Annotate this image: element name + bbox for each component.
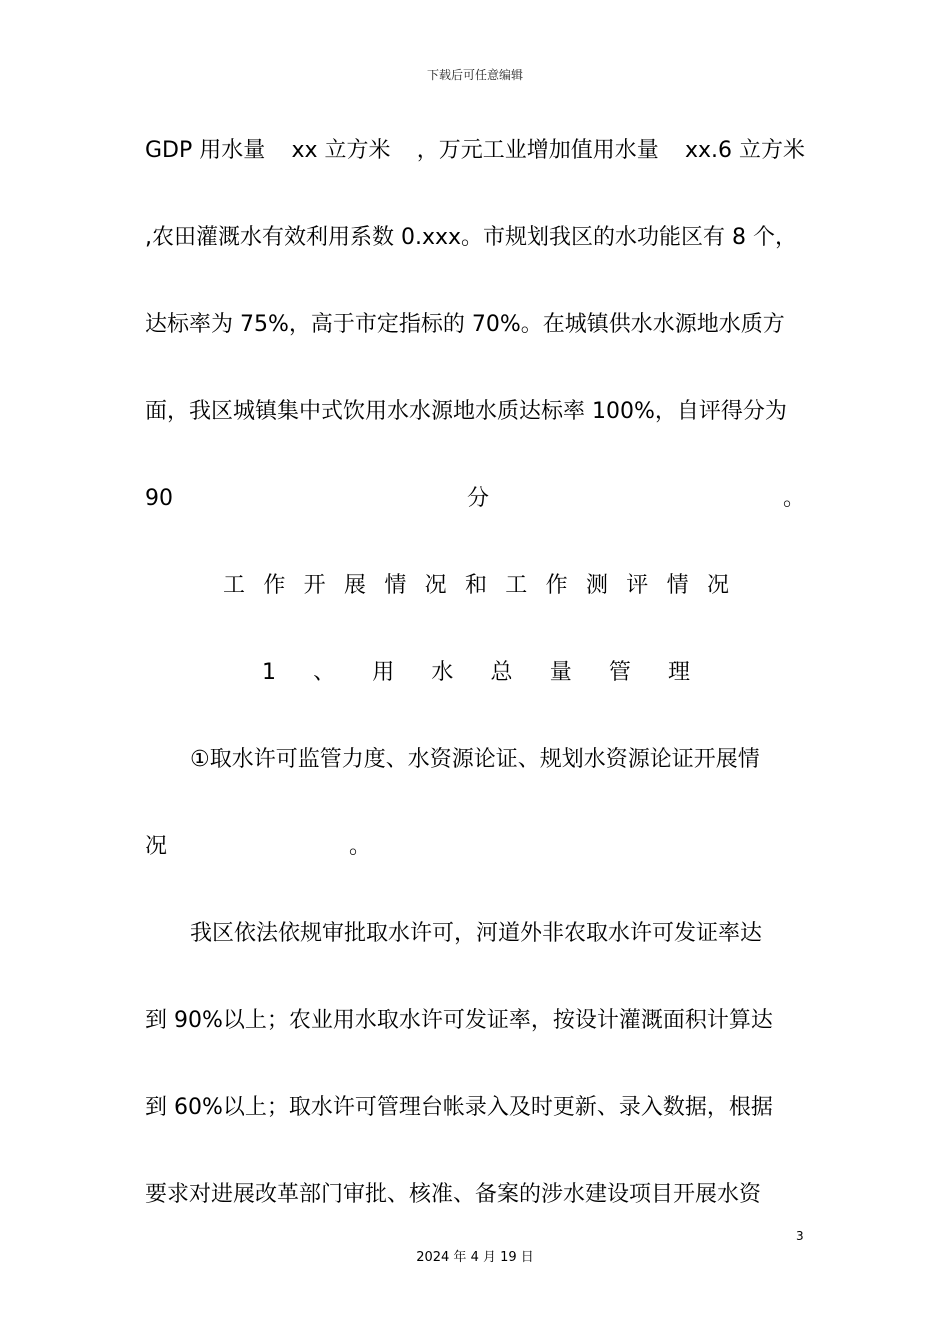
body-line-6: ①取水许可监管力度、水资源论证、规划水资源论证开展情 — [190, 747, 760, 772]
text-segment: GDP 用水量 — [145, 138, 266, 163]
body-line-2: ,农田灌溉水有效利用系数 0.xxx。市规划我区的水功能区有 8 个， — [145, 225, 798, 250]
body-line-8: 我区依法依规审批取水许可，河道外非农取水许可发证率达 — [190, 921, 763, 946]
text-segment: 分 — [466, 486, 489, 511]
body-line-1 — [145, 134, 805, 168]
page-header: 下载后可任意编辑 — [426, 68, 523, 82]
body-line-10: 到 60%以上；取水许可管理台帐录入及时更新、录入数据，根据 — [145, 1095, 773, 1120]
subsection-heading: 1 、 用 水 总 量 管 理 — [262, 660, 690, 685]
section-heading: 工 作 开 展 情 况 和 工 作 测 评 情 况 — [223, 573, 729, 598]
text-segment: xx.6 立方米 — [684, 138, 805, 163]
text-segment: xx 立方米 — [291, 138, 391, 163]
body-line-5 — [145, 482, 805, 516]
body-line-3: 达标率为 75%，高于市定指标的 70%。在城镇供水水源地水质方 — [145, 312, 785, 337]
body-line-7 — [145, 830, 371, 864]
page-number: 3 — [796, 1229, 804, 1243]
text-segment: ，万元工业增加值用水量 — [416, 138, 659, 163]
body-line-11: 要求对进展改革部门审批、核准、备案的涉水建设项目开展水资 — [145, 1182, 762, 1207]
body-line-4: 面，我区城镇集中式饮用水水源地水质达标率 100%，自评得分为 — [145, 399, 787, 424]
text-segment: 。 — [782, 486, 805, 511]
text-segment: 90 — [145, 486, 173, 511]
text-segment: 。 — [348, 834, 371, 859]
body-line-9: 到 90%以上；农业用水取水许可发证率，按设计灌溉面积计算达 — [145, 1008, 773, 1033]
text-segment: 况 — [145, 834, 168, 859]
footer-date: 2024 年 4 月 19 日 — [416, 1250, 534, 1265]
